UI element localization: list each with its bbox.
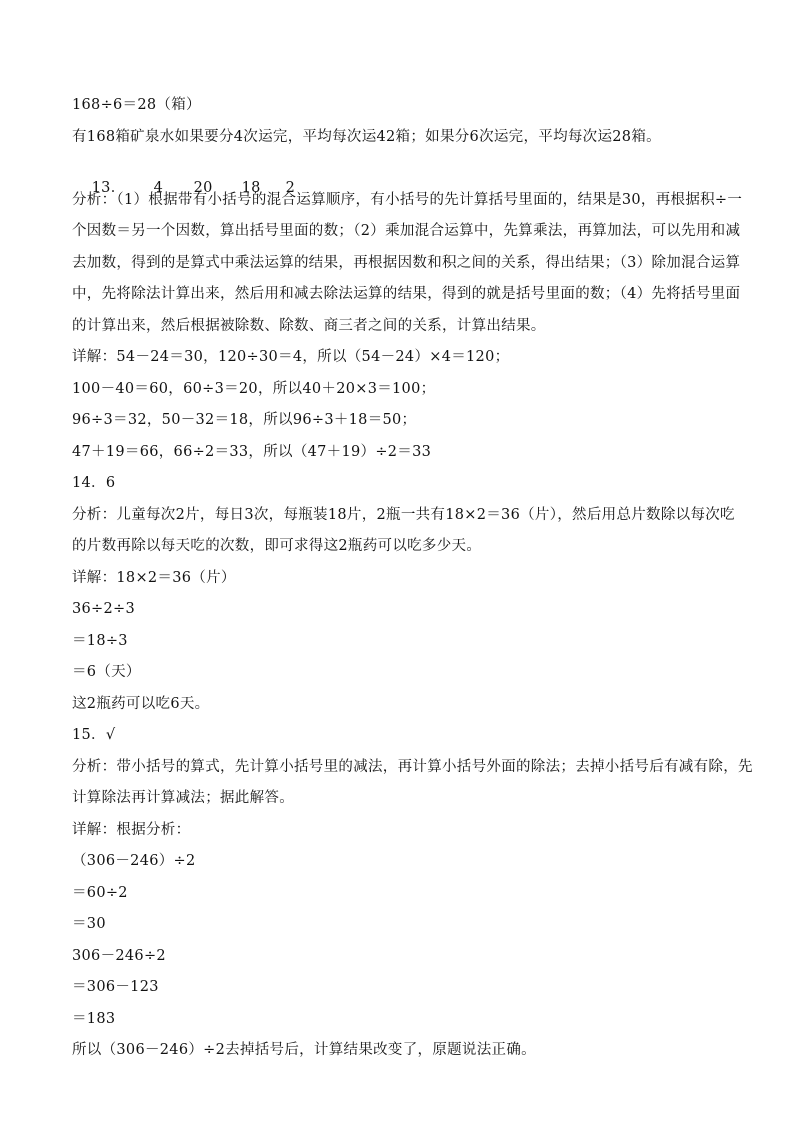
text-line-14: 分析：儿童每次2片，每日3次，每瓶装18片，2瓶一共有18×2＝36（片），然后用总片数除以每次吃: [72, 507, 735, 523]
text-line-20: 这2瓶药可以吃6天。: [72, 696, 210, 712]
question-13-number: 13．: [91, 180, 126, 196]
text-line-8: 的计算出来，然后根据被除数、除数、商三者之间的关系，计算出结果。: [72, 318, 546, 334]
text-line-15: 的片数再除以每天吃的次数，即可求得这2瓶药可以吃多少天。: [72, 538, 482, 554]
text-line-31: 所以（306－246）÷2去掉括号后，计算结果改变了，原题说法正确。: [72, 1042, 536, 1058]
text-line-27: ＝30: [72, 916, 106, 932]
text-line-1: 168÷6＝28（箱）: [72, 97, 201, 113]
answer-13-4: 2: [285, 180, 296, 196]
text-line-25: （306－246）÷2: [72, 853, 196, 869]
answer-13-1: 4: [153, 180, 164, 196]
answer-13-3: 18: [241, 180, 261, 196]
text-line-28: 306－246÷2: [72, 948, 166, 964]
text-line-4: 分析：（1）根据带有小括号的混合运算顺序，有小括号的先计算括号里面的，结果是30，再根据积÷一: [72, 192, 743, 208]
text-line-10: 100－40＝60，60÷3＝20，所以40＋20×3＝100；: [72, 381, 436, 397]
text-line-17: 36÷2÷3: [72, 601, 136, 617]
text-line-12: 47＋19＝66，66÷2＝33，所以（47＋19）÷2＝33: [72, 444, 432, 460]
text-line-24: 详解：根据分析：: [72, 822, 191, 838]
text-line-9: 详解：54－24＝30，120÷30＝4，所以（54－24）×4＝120；: [72, 349, 510, 365]
text-line-6: 去加数，得到的是算式中乘法运算的结果，再根据因数和积之间的关系，得出结果；（3）除加混合运算: [72, 255, 741, 271]
text-line-26: ＝60÷2: [72, 885, 128, 901]
text-line-11: 96÷3＝32，50－32＝18，所以96÷3＋18＝50；: [72, 412, 417, 428]
text-line-23: 计算除法再计算减法；据此解答。: [72, 790, 294, 806]
text-line-2: 有168箱矿泉水如果要分4次运完，平均每次运42箱；如果分6次运完，平均每次运28箱。: [72, 129, 661, 145]
text-line-16: 详解：18×2＝36（片）: [72, 570, 236, 586]
answer-13-2: 20: [193, 180, 213, 196]
text-line-30: ＝183: [72, 1011, 116, 1027]
text-line-21: 15．√: [72, 727, 116, 743]
text-line-5: 个因数＝另一个因数，算出括号里面的数；（2）乘加混合运算中，先算乘法，再算加法，可以先用和减: [72, 223, 741, 239]
text-line-19: ＝6（天）: [72, 664, 141, 680]
text-line-18: ＝18÷3: [72, 633, 128, 649]
text-line-22: 分析：带小括号的算式，先计算小括号里的减法，再计算小括号外面的除法；去掉小括号后有减有除，先: [72, 759, 753, 775]
text-line-13: 14．6: [72, 475, 116, 491]
text-line-29: ＝306－123: [72, 979, 159, 995]
text-line-7: 中，先将除法计算出来，然后用和减去除法运算的结果，得到的就是括号里面的数；（4）先将括号里面: [72, 286, 741, 302]
